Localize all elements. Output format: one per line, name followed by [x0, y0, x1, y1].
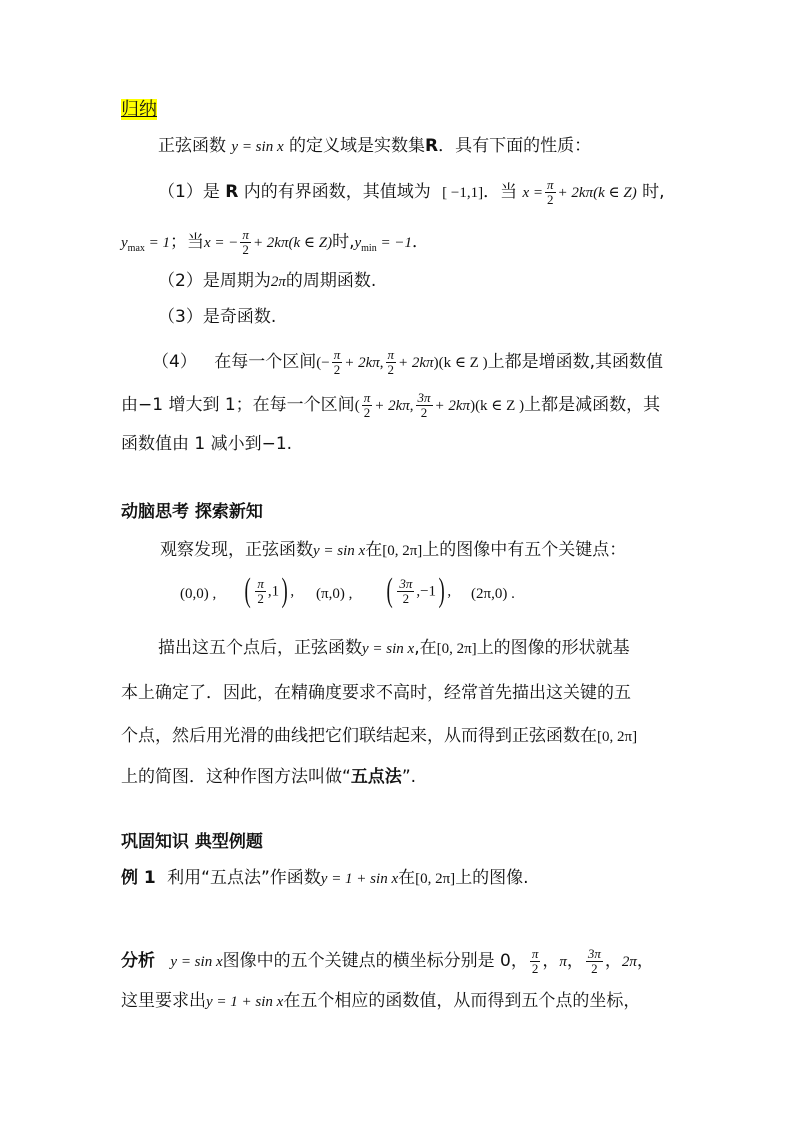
math-ysinx: y = sin x	[231, 139, 284, 155]
analysis-label: 分析	[121, 951, 155, 972]
fraction: $\frac{\pi}{2}$	[387, 347, 395, 377]
math-ymax: $y_{max} = 1$	[121, 235, 171, 255]
analysis-1: 分析 y = sin x图像中的五个关键点的横坐标分别是 0， $\frac{\pi}{2}$ ，π， $\frac{3\pi}{2}$ ，2π，	[121, 946, 654, 976]
para-property-4: （4） 在每一个区间(− $\frac{\pi}{2}$ + 2kπ, $\frac{\pi}{2}$ + 2kπ)(k ∈ Z )上都是增函数,其函数值	[152, 347, 663, 377]
para-property-4-cont: 由−1 增大到 1；在每一个区间( $\frac{\pi}{2}$ + 2kπ, $\frac{3\pi}{2}$ + 2kπ)(k ∈ Z )上都是减函数，其	[121, 390, 661, 420]
para-definition: 正弦函数 y = sin x 的定义域是实数集R．具有下面的性质：	[158, 136, 592, 156]
math-ymin: $y_{min} = -1$	[354, 235, 412, 255]
para-property-4-end: 函数值由 1 减小到−1.	[121, 434, 293, 454]
fraction: $\frac{\pi}{2}$	[333, 347, 341, 377]
fraction: $\frac{\pi}{2}$	[531, 946, 539, 976]
example-label: 例 1	[121, 868, 156, 888]
para-property-3: （3）是奇函数.	[158, 307, 277, 327]
para-property-2: （2）是周期为2π的周期函数.	[158, 271, 377, 291]
para-observe: 观察发现，正弦函数y = sin x在[0, 2π]上的图像中有五个关键点：	[160, 540, 627, 560]
key-point-2: ( $\frac{\pi}{2}$ ,1) ,	[244, 572, 295, 609]
para-property-1: （1）是 R 内的有界函数，其值域为 [ −1,1]．当 x = $\frac{\pi}{2}$ + 2kπ(k ∈ Z) 时,	[158, 177, 665, 207]
heading-examples: 巩固知识 典型例题	[121, 832, 263, 852]
analysis-2: 这里要求出y = 1 + sin x在五个相应的函数值，从而得到五个点的坐标，	[121, 991, 641, 1011]
example-1: 例 1 利用“五点法”作函数y = 1 + sin x在[0, 2π]上的图像.	[121, 868, 529, 888]
section-title-text: 归纳	[121, 99, 157, 120]
key-point-4: ( $\frac{3\pi}{2}$ ,−1) ,	[386, 572, 452, 609]
key-point-3: (π,0) ,	[316, 586, 353, 602]
para-five-points-2: 本上确定了．因此，在精确度要求不高时，经常首先描出这关键的五	[121, 683, 631, 703]
para-five-points-4: 上的简图．这种作图方法叫做“五点法”.	[121, 767, 417, 787]
fraction: $\frac{\pi}{2}$	[547, 177, 554, 207]
key-point-1: (0,0) ,	[180, 586, 217, 602]
key-point-5: (2π,0) .	[471, 586, 515, 602]
fraction: $\frac{3\pi}{2}$	[587, 946, 601, 976]
math-range: [ −1,1]	[442, 185, 484, 202]
fraction: $\frac{\pi}{2}$	[363, 390, 371, 420]
fraction: $\frac{\pi}{2}$	[242, 227, 249, 257]
fraction: $\frac{3\pi}{2}$	[417, 390, 431, 420]
heading-explore: 动脑思考 探索新知	[121, 502, 263, 522]
para-property-1-cont: $y_{max} = 1$；当x = − $\frac{\pi}{2}$ + 2kπ(k ∈ Z)时$,y_{min} = -1$．	[121, 227, 429, 257]
section-title	[121, 101, 157, 119]
para-five-points-1: 描出这五个点后，正弦函数y = sin x,在[0, 2π]上的图像的形状就基	[158, 638, 630, 658]
para-five-points-3: 个点，然后用光滑的曲线把它们联结起来，从而得到正弦函数在[0, 2π]	[121, 726, 638, 746]
